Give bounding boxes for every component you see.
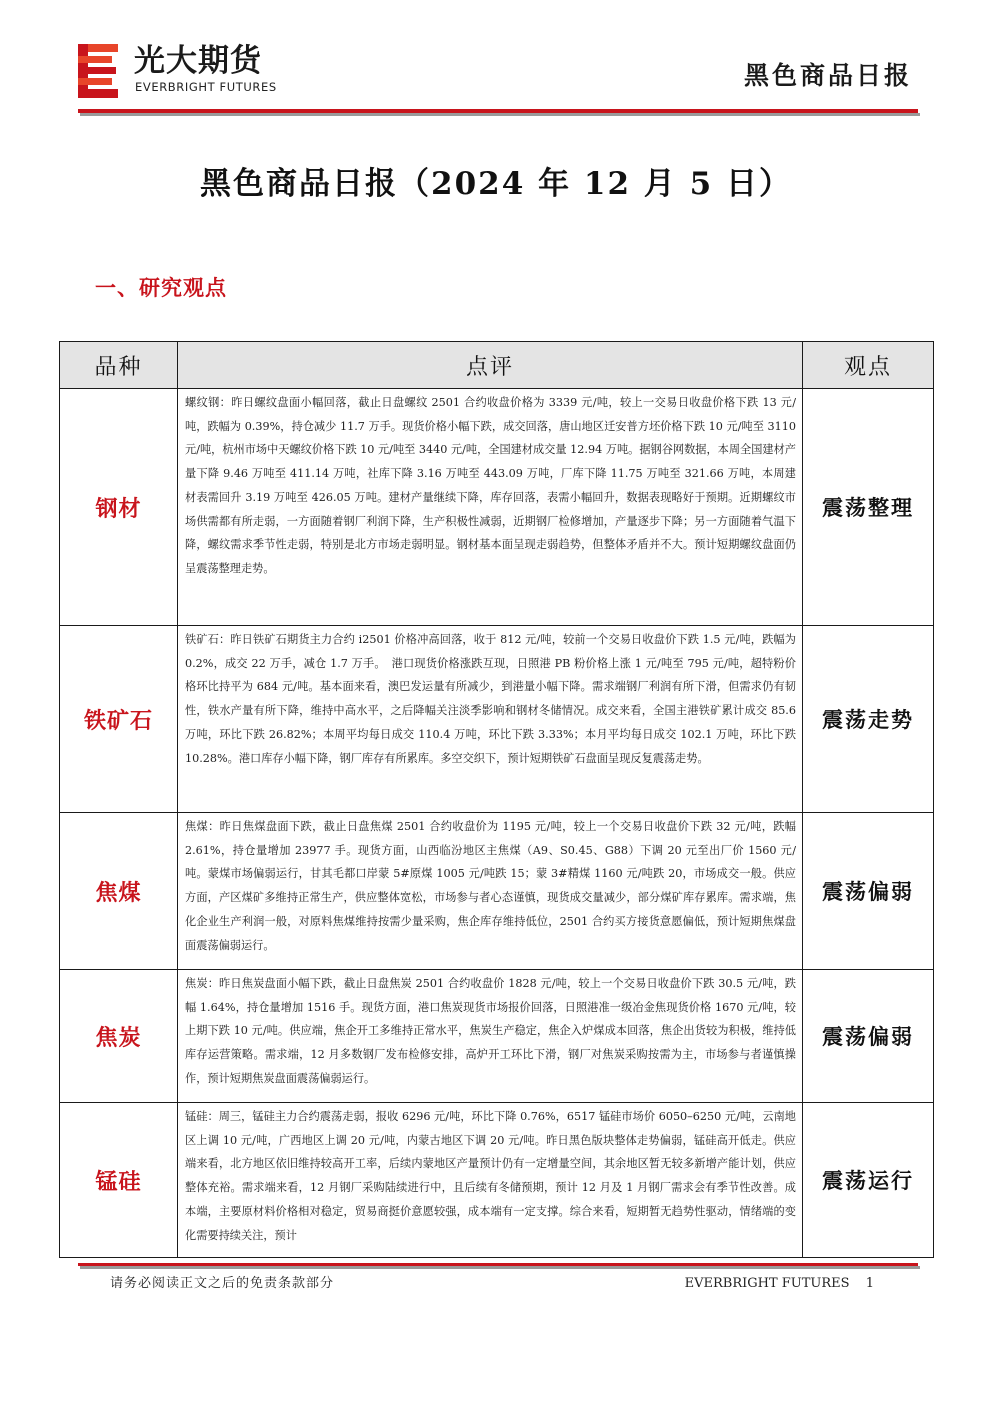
variety-comment: 焦炭：昨日焦炭盘面小幅下跌，截止日盘焦炭 2501 合约收盘价 1828 元/吨，较上一个交易日收盘价下跌 30.5 元/吨，跌幅 1.64%，持仓量增加 1516 手。现货方面，港口焦炭现货市场报价回落，日照港准一级冶金焦现货价格 1670 元/吨，较上期下跌 10 元/吨。供应端，焦企开工多维持正常水平，焦炭生产稳定，焦企入炉煤成本回落，焦企出货较为积极，维持低库存运营策略。需求端，12 月多数钢厂发布检修安排，高炉开工环比下滑，钢厂对焦炭采购按需为主，市场参与者谨慎操作，预计短期焦炭盘面震荡偏弱运行。 bbox=[178, 970, 803, 1103]
variety-view: 震荡偏弱 bbox=[803, 813, 934, 970]
section-heading: 一、研究观点 bbox=[95, 275, 227, 300]
table-header-row bbox=[60, 342, 934, 389]
page-title: 黑色商品日报（2024 年 12 月 5 日） bbox=[200, 166, 792, 202]
header-view: 观点 bbox=[803, 342, 934, 389]
variety-name: 钢材 bbox=[60, 389, 178, 626]
variety-name: 焦炭 bbox=[60, 970, 178, 1103]
report-name: 黑色商品日报 bbox=[743, 61, 912, 90]
logo-english-name: EVERBRIGHT FUTURES bbox=[135, 80, 277, 94]
variety-view: 震荡偏弱 bbox=[803, 970, 934, 1103]
variety-name: 锰硅 bbox=[60, 1103, 178, 1258]
header-divider-shadow bbox=[80, 113, 920, 116]
header-comment: 点评 bbox=[178, 342, 803, 389]
footer-brand: EVERBRIGHT FUTURES bbox=[684, 1276, 850, 1291]
everbright-logo-icon bbox=[78, 44, 118, 98]
footer-divider-shadow bbox=[80, 1266, 920, 1269]
variety-comment: 铁矿石：昨日铁矿石期货主力合约 i2501 价格冲高回落，收于 812 元/吨，较前一个交易日收盘价下跌 1.5 元/吨，跌幅为 0.2%，成交 22 万手，减仓 1.7 万手。 港口现货价格涨跌互现，日照港 PB 粉价格上涨 1 元/吨至 795 元/吨，超特粉价格环比持平为 684 元/吨。基本面来看，澳巴发运量有所减少，到港量小幅下降。需求端钢厂利润有所下滑，但需求仍有韧性，铁水产量有所下降，维持中高水平，之后降幅关注淡季影响和钢材冬储情况。成交来看，全国主港铁矿累计成交 85.6 万吨，环比下跌 26.82%；本周平均每日成交 110.4 万吨，环比下跌 3.33%；本月平均每日成交 102.1 万吨，环比下跌 10.28%。港口库存小幅下降，钢厂库存有所累库。多空交织下，预计短期铁矿石盘面呈现反复震荡走势。 bbox=[178, 626, 803, 813]
footer-disclaimer: 请务必阅读正文之后的免责条款部分 bbox=[110, 1276, 335, 1291]
variety-comment: 螺纹钢：昨日螺纹盘面小幅回落，截止日盘螺纹 2501 合约收盘价格为 3339 元/吨，较上一交易日收盘价格下跌 13 元/吨，跌幅为 0.39%，持仓减少 11.7 万手。现货价格小幅下跌，成交回落，唐山地区迁安普方坯价格下跌 10 元/吨至 3110 元/吨，杭州市场中天螺纹价格下跌 10 元/吨至 3440 元/吨，全国建材成交量 12.94 万吨。据钢谷网数据，本周全国建材产量下降 9.46 万吨至 411.14 万吨，社库下降 3.16 万吨至 443.09 万吨，厂库下降 11.75 万吨至 321.66 万吨，本周建材表需回升 3.19 万吨至 426.05 万吨。建材产量继续下降，库存回落，表需小幅回升，数据表现略好于预期。近期螺纹市场供需都有所走弱，一方面随着钢厂利润下降，生产积极性减弱，近期钢厂检修增加，产量逐步下降；另一方面随着气温下降，螺纹需求季节性走弱，特别是北方市场走弱明显。钢材基本面呈现走弱趋势，但整体矛盾并不大。预计短期螺纹盘面仍呈震荡整理走势。 bbox=[178, 389, 803, 626]
variety-name: 铁矿石 bbox=[60, 626, 178, 813]
table-row bbox=[60, 389, 934, 626]
variety-comment-cell bbox=[178, 1103, 803, 1258]
footer-brand-page bbox=[685, 1274, 874, 1294]
variety-view: 震荡走势 bbox=[803, 626, 934, 813]
variety-view: 震荡整理 bbox=[803, 389, 934, 626]
table-row bbox=[60, 813, 934, 970]
table-row bbox=[60, 970, 934, 1103]
variety-comment: 焦煤：昨日焦煤盘面下跌，截止日盘焦煤 2501 合约收盘价为 1195 元/吨，较上一个交易日收盘价下跌 32 元/吨，跌幅 2.61%，持仓量增加 23977 手。现货方面，山西临汾地区主焦煤（A9、S0.45、G88）下调 20 元至出厂价 1560 元/吨。蒙煤市场偏弱运行，甘其毛都口岸蒙 5#原煤 1005 元/吨跌 15；蒙 3#精煤 1160 元/吨跌 20，市场成交一般。供应方面，产区煤矿多维持正常生产，供应整体宽松，市场参与者心态谨慎，现货成交量减少，部分煤矿库存累库。需求端，焦化企业生产利润一般，对原料焦煤维持按需少量采购，焦企库存维持低位，2501 合约买方接货意愿偏低，预计短期焦煤盘面震荡偏弱运行。 bbox=[178, 813, 803, 970]
variety-name: 焦煤 bbox=[60, 813, 178, 970]
table-row bbox=[60, 626, 934, 813]
variety-view: 震荡运行 bbox=[803, 1103, 934, 1258]
table-row bbox=[60, 1103, 934, 1258]
research-view-table bbox=[59, 341, 934, 1258]
page-number: 1 bbox=[865, 1276, 874, 1291]
header-variety: 品种 bbox=[60, 342, 178, 389]
variety-comment: 锰硅：周三，锰硅主力合约震荡走弱，报收 6296 元/吨，环比下降 0.76%，6517 锰硅市场价 6050–6250 元/吨，云南地区上调 10 元/吨，广西地区上调 20 元/吨，内蒙古地区下调 20 元/吨。昨日黑色版块整体走势偏弱，锰硅高开低走。供应端来看，北方地区依旧维持较高开工率，后续内蒙地区产量预计仍有一定增量空间，其余地区暂无较多新增产能计划，供应整体充裕。需求端来看，12 月钢厂采购陆续进行中，且后续有冬储预期，预计 12 月及 1 月钢厂需求会有季节性改善。成本端，主要原材料价格相对稳定，贸易商挺价意愿较强，成本端有一定支撑。综合来看，短期暂无趋势性驱动，情绪端的变化需要持续关注，预计 bbox=[185, 1110, 796, 1242]
logo-chinese-name: 光大期货 bbox=[134, 43, 262, 79]
